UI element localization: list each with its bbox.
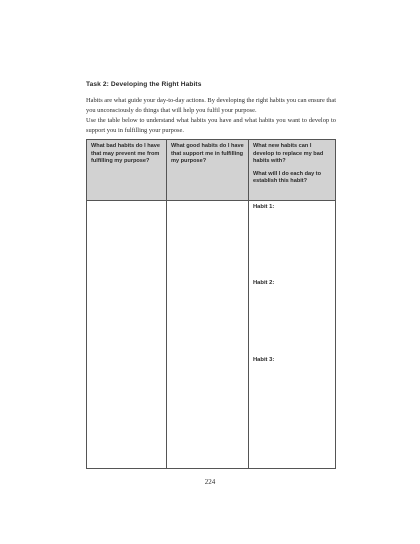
page-number: 224 [204, 478, 216, 486]
habit-3-label: Habit 3: [253, 357, 275, 363]
bad-habits-cell[interactable] [87, 201, 167, 469]
new-habits-cell[interactable] [249, 201, 336, 469]
header-good-habits-text: What good habits do I have that support me in fulfilling my purpose? [171, 143, 244, 165]
header-new-habits-text: What new habits can I develop to replace my bad habits with? [253, 143, 324, 165]
header-good-habits [167, 140, 249, 201]
table-header-row [87, 140, 336, 201]
instructions-paragraph: Use the table below to understand what habits you have and what habits you want to develop to support you in fulfilling your purpose. [86, 117, 336, 134]
header-daily-action-text: What will I do each day to establish this habit? [253, 170, 322, 185]
habit-2-label: Habit 2: [253, 280, 275, 286]
good-habits-cell[interactable] [167, 201, 249, 469]
table-body-row [87, 201, 336, 469]
header-bad-habits-text: What bad habits do I have that may prevent me from fulfilling my purpose? [91, 143, 160, 165]
header-bad-habits [87, 140, 167, 201]
habit-1-label: Habit 1: [253, 204, 275, 210]
task-title: Task 2: Developing the Right Habits [86, 81, 202, 88]
header-new-habits [249, 140, 336, 201]
intro-paragraph: Habits are what guide your day-to-day actions. By developing the right habits you can ensure that you unconsciously do things that will help you fulfil your purpose. [86, 97, 336, 114]
habits-table [86, 139, 336, 469]
